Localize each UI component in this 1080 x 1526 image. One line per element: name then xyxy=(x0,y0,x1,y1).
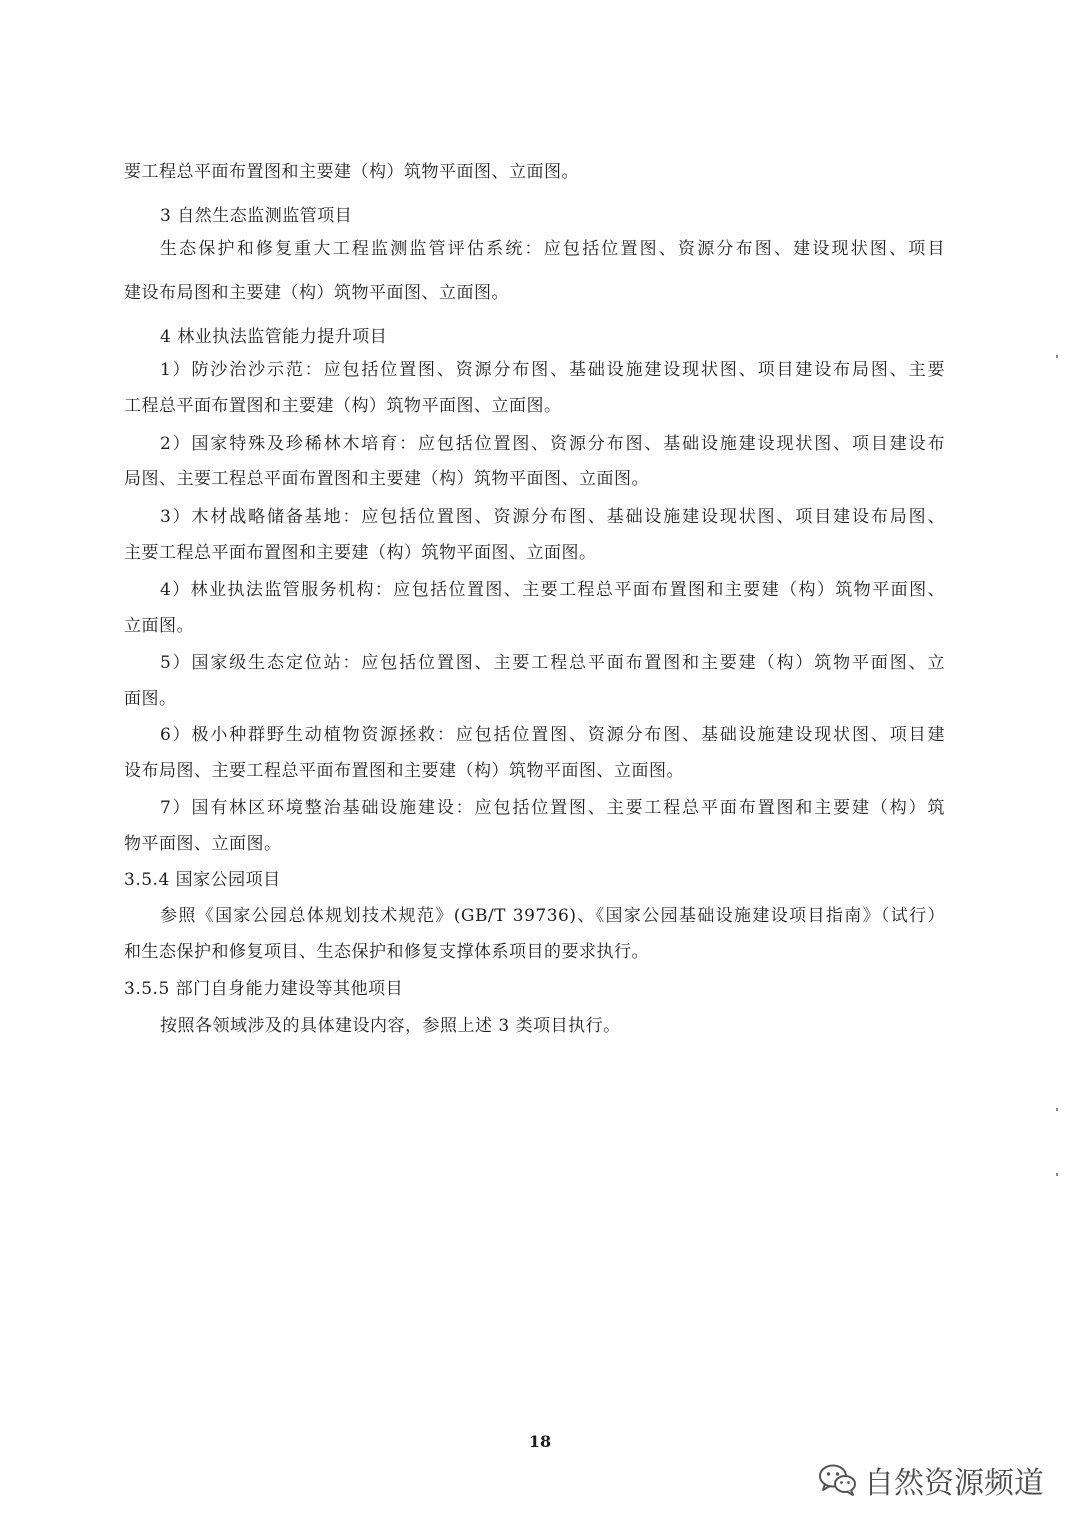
scan-mark xyxy=(1056,1108,1058,1111)
list-item: 5）国家级生态定位站：应包括位置图、主要工程总平面布置图和主要建（构）筑物平面图、立 xyxy=(160,653,945,673)
section-heading: 4 林业执法监管能力提升项目 xyxy=(160,327,388,347)
wechat-icon xyxy=(818,1463,858,1497)
text-line: 按照各领域涉及的具体建设内容，参照上述 3 类项目执行。 xyxy=(160,1016,621,1036)
watermark-text: 自然资源频道 xyxy=(864,1466,1044,1501)
text-line: 设布局图、主要工程总平面布置图和主要建（构）筑物平面图、立面图。 xyxy=(124,761,684,781)
text-line: 面图。 xyxy=(124,689,177,709)
list-item: 6）极小种群野生动植物资源拯救：应包括位置图、资源分布图、基础设施建设现状图、项目建 xyxy=(160,725,945,745)
scan-mark xyxy=(1056,355,1058,358)
text-line: 建设布局图和主要建（构）筑物平面图、立面图。 xyxy=(124,283,509,303)
section-heading: 3.5.5 部门自身能力建设等其他项目 xyxy=(124,979,404,999)
text-line: 参照《国家公园总体规划技术规范》(GB/T 39736)、《国家公园基础设施建设项目指南》（试行） xyxy=(160,906,945,926)
list-item: 2）国家特殊及珍稀林木培育：应包括位置图、资源分布图、基础设施建设现状图、项目建设布 xyxy=(160,434,945,454)
text-line: 立面图。 xyxy=(124,616,194,636)
list-item: 4）林业执法监管服务机构：应包括位置图、主要工程总平面布置图和主要建（构）筑物平面图、 xyxy=(160,580,945,600)
list-item: 7）国有林区环境整治基础设施建设：应包括位置图、主要工程总平面布置图和主要建（构）筑 xyxy=(160,798,945,818)
list-item: 3）木材战略储备基地：应包括位置图、资源分布图、基础设施建设现状图、项目建设布局图、 xyxy=(160,507,945,527)
text-line: 局图、主要工程总平面布置图和主要建（构）筑物平面图、立面图。 xyxy=(124,469,649,489)
text-line: 工程总平面布置图和主要建（构）筑物平面图、立面图。 xyxy=(124,396,562,416)
text-line: 主要工程总平面布置图和主要建（构）筑物平面图、立面图。 xyxy=(124,543,597,563)
text-line: 生态保护和修复重大工程监测监管评估系统：应包括位置图、资源分布图、建设现状图、项目 xyxy=(160,239,945,259)
watermark xyxy=(818,1458,1044,1502)
section-heading: 3 自然生态监测监管项目 xyxy=(160,206,353,226)
text-line: 物平面图、立面图。 xyxy=(124,834,282,854)
scan-mark xyxy=(1056,1173,1058,1176)
text-line: 和生态保护和修复项目、生态保护和修复支撑体系项目的要求执行。 xyxy=(124,942,649,962)
text-line: 要工程总平面布置图和主要建（构）筑物平面图、立面图。 xyxy=(124,162,579,182)
list-item: 1）防沙治沙示范：应包括位置图、资源分布图、基础设施建设现状图、项目建设布局图、主要 xyxy=(160,360,945,380)
page-number: 18 xyxy=(528,1432,552,1451)
section-heading: 3.5.4 国家公园项目 xyxy=(124,870,281,890)
